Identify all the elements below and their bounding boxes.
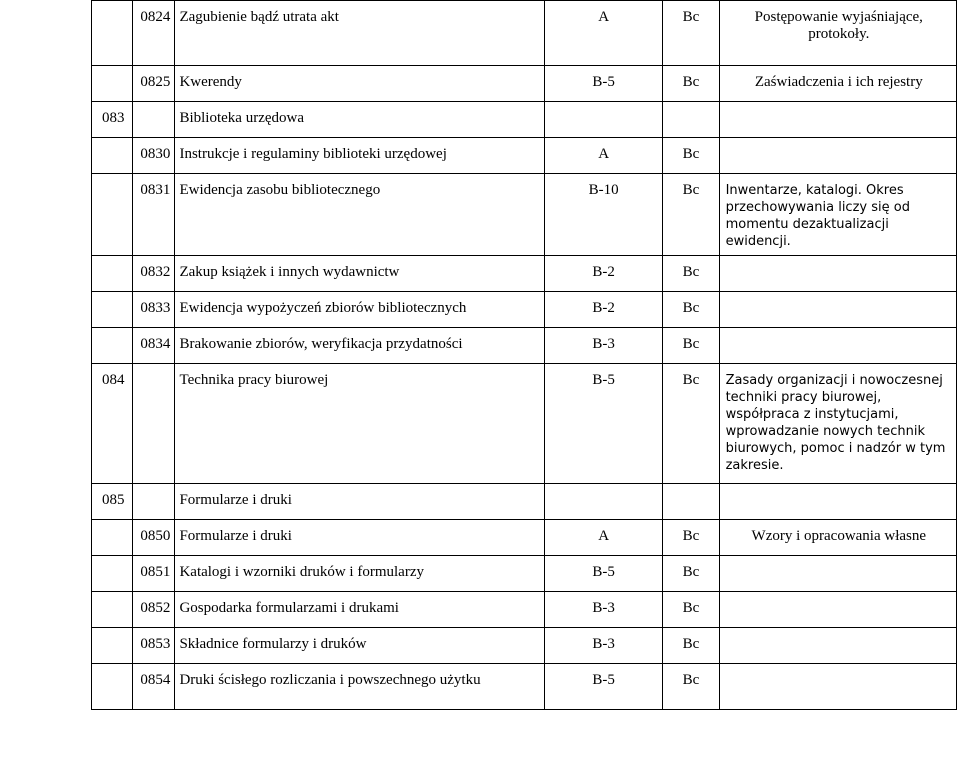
category: B-2 bbox=[545, 292, 663, 328]
category-2: Bc bbox=[663, 66, 719, 102]
code-4: 0824 bbox=[133, 1, 175, 66]
code-4: 0834 bbox=[133, 328, 175, 364]
code-3 bbox=[92, 138, 133, 174]
records-table bbox=[91, 0, 957, 710]
category: B-5 bbox=[545, 66, 663, 102]
code-3: 085 bbox=[92, 484, 133, 520]
category: B-3 bbox=[545, 592, 663, 628]
category: B-2 bbox=[545, 256, 663, 292]
category-2: Bc bbox=[663, 256, 719, 292]
table-row bbox=[92, 520, 957, 556]
title: Ewidencja zasobu bibliotecznego bbox=[175, 174, 545, 256]
table-row bbox=[92, 174, 957, 256]
code-3 bbox=[92, 328, 133, 364]
code-3: 084 bbox=[92, 364, 133, 484]
category-2: Bc bbox=[663, 628, 719, 664]
table-row bbox=[92, 102, 957, 138]
category: B-3 bbox=[545, 328, 663, 364]
code-4: 0854 bbox=[133, 664, 175, 710]
title: Formularze i druki bbox=[175, 484, 545, 520]
table-row bbox=[92, 256, 957, 292]
code-4 bbox=[133, 102, 175, 138]
notes bbox=[719, 628, 956, 664]
title: Druki ścisłego rozliczania i powszechnego użytku bbox=[175, 664, 545, 710]
title: Formularze i druki bbox=[175, 520, 545, 556]
table-row bbox=[92, 292, 957, 328]
code-3 bbox=[92, 592, 133, 628]
title: Biblioteka urzędowa bbox=[175, 102, 545, 138]
table-row bbox=[92, 484, 957, 520]
table-row bbox=[92, 364, 957, 484]
category: B-5 bbox=[545, 664, 663, 710]
category-2: Bc bbox=[663, 664, 719, 710]
code-4: 0831 bbox=[133, 174, 175, 256]
code-4: 0850 bbox=[133, 520, 175, 556]
title: Gospodarka formularzami i drukami bbox=[175, 592, 545, 628]
category-2 bbox=[663, 102, 719, 138]
notes: Zasady organizacji i nowoczesnej techniki pracy biurowej, współpraca z instytucjami, wprowadzanie nowych technik biurowych, pomoc i nadzór w tym zakresie. bbox=[719, 364, 956, 484]
category-2 bbox=[663, 484, 719, 520]
code-3: 083 bbox=[92, 102, 133, 138]
category-2: Bc bbox=[663, 138, 719, 174]
category: A bbox=[545, 138, 663, 174]
table-row bbox=[92, 664, 957, 710]
category-2: Bc bbox=[663, 1, 719, 66]
code-4: 0851 bbox=[133, 556, 175, 592]
notes bbox=[719, 138, 956, 174]
notes bbox=[719, 556, 956, 592]
notes bbox=[719, 256, 956, 292]
code-4: 0833 bbox=[133, 292, 175, 328]
title: Instrukcje i regulaminy biblioteki urzędowej bbox=[175, 138, 545, 174]
code-4: 0832 bbox=[133, 256, 175, 292]
table-row bbox=[92, 138, 957, 174]
category: A bbox=[545, 1, 663, 66]
notes bbox=[719, 664, 956, 710]
notes bbox=[719, 592, 956, 628]
table-row bbox=[92, 66, 957, 102]
title: Katalogi i wzorniki druków i formularzy bbox=[175, 556, 545, 592]
notes: Postępowanie wyjaśniające, protokoły. bbox=[719, 1, 956, 66]
code-4: 0853 bbox=[133, 628, 175, 664]
category: A bbox=[545, 520, 663, 556]
code-3 bbox=[92, 256, 133, 292]
title: Technika pracy biurowej bbox=[175, 364, 545, 484]
code-4: 0825 bbox=[133, 66, 175, 102]
category-2: Bc bbox=[663, 520, 719, 556]
table-row bbox=[92, 628, 957, 664]
title: Zakup książek i innych wydawnictw bbox=[175, 256, 545, 292]
title: Składnice formularzy i druków bbox=[175, 628, 545, 664]
title: Zagubienie bądź utrata akt bbox=[175, 1, 545, 66]
code-4: 0852 bbox=[133, 592, 175, 628]
category: B-5 bbox=[545, 556, 663, 592]
category-2: Bc bbox=[663, 174, 719, 256]
notes bbox=[719, 328, 956, 364]
notes bbox=[719, 102, 956, 138]
code-4 bbox=[133, 484, 175, 520]
category: B-3 bbox=[545, 628, 663, 664]
code-3 bbox=[92, 1, 133, 66]
code-3 bbox=[92, 556, 133, 592]
table-row bbox=[92, 1, 957, 66]
category: B-10 bbox=[545, 174, 663, 256]
code-3 bbox=[92, 664, 133, 710]
code-3 bbox=[92, 628, 133, 664]
table-row bbox=[92, 556, 957, 592]
category: B-5 bbox=[545, 364, 663, 484]
notes bbox=[719, 292, 956, 328]
title: Brakowanie zbiorów, weryfikacja przydatności bbox=[175, 328, 545, 364]
category-2: Bc bbox=[663, 328, 719, 364]
code-4: 0830 bbox=[133, 138, 175, 174]
code-3 bbox=[92, 292, 133, 328]
notes: Wzory i opracowania własne bbox=[719, 520, 956, 556]
table-row bbox=[92, 592, 957, 628]
notes: Zaświadczenia i ich rejestry bbox=[719, 66, 956, 102]
title: Kwerendy bbox=[175, 66, 545, 102]
code-3 bbox=[92, 520, 133, 556]
code-3 bbox=[92, 174, 133, 256]
code-3 bbox=[92, 66, 133, 102]
category bbox=[545, 102, 663, 138]
title: Ewidencja wypożyczeń zbiorów bibliotecznych bbox=[175, 292, 545, 328]
notes: Inwentarze, katalogi. Okres przechowywania liczy się od momentu dezaktualizacji ewidencji. bbox=[719, 174, 956, 256]
category-2: Bc bbox=[663, 592, 719, 628]
category-2: Bc bbox=[663, 364, 719, 484]
category-2: Bc bbox=[663, 556, 719, 592]
table-row bbox=[92, 328, 957, 364]
notes bbox=[719, 484, 956, 520]
category-2: Bc bbox=[663, 292, 719, 328]
category bbox=[545, 484, 663, 520]
code-4 bbox=[133, 364, 175, 484]
